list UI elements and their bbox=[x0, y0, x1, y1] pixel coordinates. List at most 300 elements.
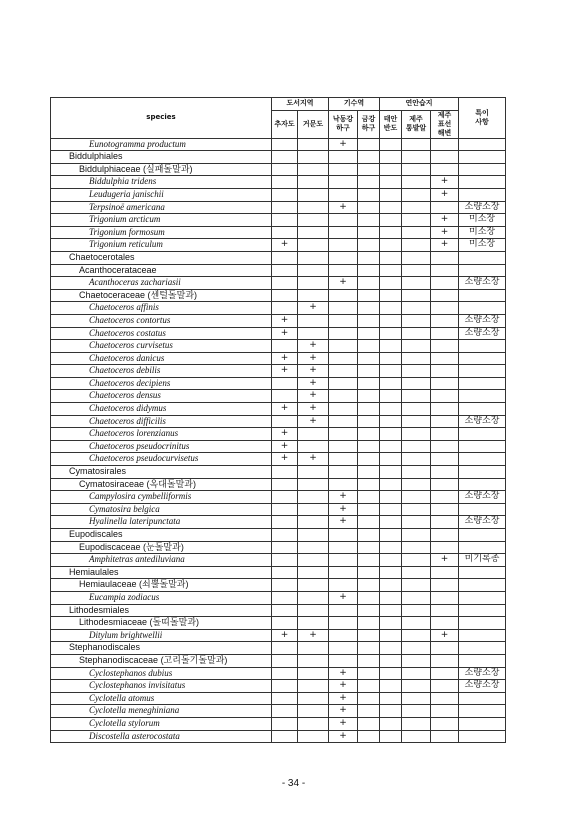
occurrence-cell bbox=[358, 302, 380, 315]
family-name: Acanthocerataceae bbox=[51, 264, 272, 277]
remarks-cell bbox=[459, 340, 506, 353]
occurrence-cell: + bbox=[431, 226, 459, 239]
occurrence-cell: + bbox=[272, 403, 298, 416]
occurrence-cell bbox=[358, 289, 380, 302]
remarks-cell bbox=[459, 692, 506, 705]
occurrence-cell: + bbox=[272, 428, 298, 441]
occurrence-cell bbox=[380, 340, 402, 353]
table-row bbox=[51, 138, 506, 151]
occurrence-cell bbox=[298, 692, 329, 705]
species-name: Acanthoceras zachariasii bbox=[51, 277, 272, 290]
table-row bbox=[51, 239, 506, 252]
occurrence-cell bbox=[272, 201, 298, 214]
occurrence-cell bbox=[329, 642, 358, 655]
column-header: 금강 하구 bbox=[358, 110, 380, 138]
occurrence-cell bbox=[380, 352, 402, 365]
occurrence-cell bbox=[272, 214, 298, 227]
table-row bbox=[51, 478, 506, 491]
occurrence-cell bbox=[402, 491, 431, 504]
occurrence-cell bbox=[358, 264, 380, 277]
occurrence-cell bbox=[272, 529, 298, 542]
order-name: Stephanodiscales bbox=[51, 642, 272, 655]
column-header: 제주 표선 해변 bbox=[431, 110, 459, 138]
occurrence-cell bbox=[380, 226, 402, 239]
occurrence-cell bbox=[431, 717, 459, 730]
occurrence-cell bbox=[402, 390, 431, 403]
occurrence-cell bbox=[431, 692, 459, 705]
occurrence-cell bbox=[329, 365, 358, 378]
species-name: Chaetoceros pseudocrinitus bbox=[51, 440, 272, 453]
occurrence-cell bbox=[298, 138, 329, 151]
occurrence-cell bbox=[380, 251, 402, 264]
remarks-cell bbox=[459, 151, 506, 164]
occurrence-cell bbox=[402, 680, 431, 693]
occurrence-cell bbox=[329, 453, 358, 466]
occurrence-cell bbox=[358, 340, 380, 353]
occurrence-cell bbox=[402, 226, 431, 239]
family-name: Chaetoceraceae (센털돌말과) bbox=[51, 289, 272, 302]
occurrence-cell bbox=[431, 314, 459, 327]
species-header: species bbox=[51, 98, 272, 139]
occurrence-cell bbox=[402, 705, 431, 718]
occurrence-cell bbox=[380, 264, 402, 277]
species-name: Trigonium arcticum bbox=[51, 214, 272, 227]
occurrence-cell bbox=[402, 151, 431, 164]
occurrence-cell bbox=[329, 428, 358, 441]
remarks-cell: 소량소장 bbox=[459, 327, 506, 340]
species-name: Eucampia zodiacus bbox=[51, 591, 272, 604]
occurrence-cell bbox=[431, 302, 459, 315]
remarks-cell bbox=[459, 591, 506, 604]
species-name: Trigonium formosum bbox=[51, 226, 272, 239]
remarks-cell bbox=[459, 428, 506, 441]
species-name: Chaetoceros debilis bbox=[51, 365, 272, 378]
occurrence-cell bbox=[380, 314, 402, 327]
occurrence-cell bbox=[358, 138, 380, 151]
occurrence-cell bbox=[329, 541, 358, 554]
table-row bbox=[51, 629, 506, 642]
table-row bbox=[51, 327, 506, 340]
occurrence-cell: + bbox=[329, 680, 358, 693]
species-name: Chaetoceros difficilis bbox=[51, 415, 272, 428]
occurrence-cell bbox=[402, 667, 431, 680]
occurrence-cell bbox=[298, 428, 329, 441]
occurrence-cell bbox=[358, 377, 380, 390]
occurrence-cell bbox=[402, 289, 431, 302]
occurrence-cell bbox=[431, 138, 459, 151]
order-name: Hemiaulales bbox=[51, 566, 272, 579]
table-row bbox=[51, 390, 506, 403]
species-name: Trigonium reticulum bbox=[51, 239, 272, 252]
occurrence-cell bbox=[358, 440, 380, 453]
occurrence-cell bbox=[402, 692, 431, 705]
occurrence-cell bbox=[272, 642, 298, 655]
occurrence-cell bbox=[272, 680, 298, 693]
remarks-cell bbox=[459, 352, 506, 365]
remarks-cell: 미소장 bbox=[459, 214, 506, 227]
occurrence-cell bbox=[272, 604, 298, 617]
occurrence-cell: + bbox=[431, 214, 459, 227]
occurrence-cell bbox=[272, 503, 298, 516]
occurrence-cell bbox=[358, 163, 380, 176]
table-row bbox=[51, 251, 506, 264]
occurrence-cell bbox=[358, 428, 380, 441]
remarks-cell: 소량소장 bbox=[459, 491, 506, 504]
occurrence-cell bbox=[431, 264, 459, 277]
table-row bbox=[51, 377, 506, 390]
occurrence-cell bbox=[402, 529, 431, 542]
table-row bbox=[51, 566, 506, 579]
occurrence-cell bbox=[402, 377, 431, 390]
occurrence-cell: + bbox=[329, 516, 358, 529]
occurrence-cell bbox=[380, 554, 402, 567]
occurrence-cell bbox=[402, 214, 431, 227]
remarks-cell bbox=[459, 466, 506, 479]
table-row bbox=[51, 642, 506, 655]
occurrence-cell bbox=[380, 453, 402, 466]
occurrence-cell bbox=[380, 440, 402, 453]
occurrence-cell bbox=[380, 151, 402, 164]
family-name: Lithodesmiaceae (돌띠돌말과) bbox=[51, 617, 272, 630]
table-row bbox=[51, 680, 506, 693]
occurrence-cell bbox=[431, 617, 459, 630]
species-name: Chaetoceros didymus bbox=[51, 403, 272, 416]
occurrence-cell bbox=[329, 478, 358, 491]
occurrence-cell bbox=[358, 214, 380, 227]
order-name: Lithodesmiales bbox=[51, 604, 272, 617]
table-row bbox=[51, 667, 506, 680]
occurrence-cell bbox=[272, 717, 298, 730]
occurrence-cell bbox=[358, 226, 380, 239]
table-row bbox=[51, 201, 506, 214]
occurrence-cell bbox=[329, 390, 358, 403]
occurrence-cell bbox=[402, 604, 431, 617]
occurrence-cell bbox=[402, 277, 431, 290]
occurrence-cell bbox=[329, 529, 358, 542]
table-body bbox=[51, 138, 506, 743]
remarks-cell bbox=[459, 365, 506, 378]
occurrence-cell bbox=[380, 529, 402, 542]
occurrence-cell bbox=[358, 466, 380, 479]
remarks-cell bbox=[459, 453, 506, 466]
occurrence-cell bbox=[272, 377, 298, 390]
occurrence-cell bbox=[358, 541, 380, 554]
occurrence-cell bbox=[380, 403, 402, 416]
occurrence-cell bbox=[431, 529, 459, 542]
occurrence-cell bbox=[380, 642, 402, 655]
occurrence-cell bbox=[380, 629, 402, 642]
occurrence-cell bbox=[402, 201, 431, 214]
occurrence-cell: + bbox=[272, 327, 298, 340]
occurrence-cell bbox=[272, 226, 298, 239]
table-row bbox=[51, 529, 506, 542]
remarks-cell: 소량소장 bbox=[459, 680, 506, 693]
table-row bbox=[51, 579, 506, 592]
occurrence-cell bbox=[298, 591, 329, 604]
occurrence-cell bbox=[358, 654, 380, 667]
remarks-cell bbox=[459, 629, 506, 642]
table-row bbox=[51, 365, 506, 378]
species-table bbox=[50, 97, 506, 743]
occurrence-cell bbox=[431, 163, 459, 176]
occurrence-cell bbox=[298, 251, 329, 264]
occurrence-cell bbox=[272, 617, 298, 630]
remarks-cell bbox=[459, 390, 506, 403]
occurrence-cell bbox=[298, 327, 329, 340]
occurrence-cell bbox=[402, 440, 431, 453]
species-name: Terpsinoë americana bbox=[51, 201, 272, 214]
occurrence-cell bbox=[431, 516, 459, 529]
table-row bbox=[51, 541, 506, 554]
occurrence-cell bbox=[402, 591, 431, 604]
species-name: Discostella asterocostata bbox=[51, 730, 272, 743]
table-row bbox=[51, 617, 506, 630]
occurrence-cell bbox=[298, 667, 329, 680]
occurrence-cell bbox=[380, 516, 402, 529]
occurrence-cell: + bbox=[431, 176, 459, 189]
family-name: Cymatosiraceae (옥대돌말과) bbox=[51, 478, 272, 491]
occurrence-cell bbox=[431, 478, 459, 491]
occurrence-cell bbox=[298, 541, 329, 554]
species-name: Cymatosira belgica bbox=[51, 503, 272, 516]
occurrence-cell bbox=[272, 554, 298, 567]
remarks-cell: 소량소장 bbox=[459, 516, 506, 529]
occurrence-cell bbox=[380, 617, 402, 630]
occurrence-cell bbox=[329, 566, 358, 579]
occurrence-cell bbox=[402, 541, 431, 554]
occurrence-cell: + bbox=[272, 314, 298, 327]
occurrence-cell bbox=[298, 466, 329, 479]
occurrence-cell bbox=[329, 403, 358, 416]
occurrence-cell bbox=[298, 314, 329, 327]
occurrence-cell bbox=[272, 188, 298, 201]
occurrence-cell bbox=[272, 591, 298, 604]
occurrence-cell bbox=[329, 554, 358, 567]
occurrence-cell bbox=[431, 428, 459, 441]
table-row bbox=[51, 264, 506, 277]
occurrence-cell: + bbox=[329, 591, 358, 604]
occurrence-cell bbox=[380, 541, 402, 554]
column-header: 낙동강 하구 bbox=[329, 110, 358, 138]
occurrence-cell bbox=[402, 730, 431, 743]
occurrence-cell bbox=[402, 629, 431, 642]
occurrence-cell bbox=[431, 667, 459, 680]
occurrence-cell bbox=[358, 365, 380, 378]
occurrence-cell: + bbox=[298, 415, 329, 428]
occurrence-cell bbox=[272, 692, 298, 705]
occurrence-cell bbox=[329, 440, 358, 453]
occurrence-cell bbox=[298, 289, 329, 302]
occurrence-cell bbox=[298, 717, 329, 730]
occurrence-cell bbox=[380, 277, 402, 290]
table-row bbox=[51, 453, 506, 466]
table-row bbox=[51, 466, 506, 479]
occurrence-cell bbox=[358, 667, 380, 680]
species-name: Cyclotella atomus bbox=[51, 692, 272, 705]
table-row bbox=[51, 705, 506, 718]
occurrence-cell bbox=[358, 579, 380, 592]
occurrence-cell bbox=[329, 151, 358, 164]
occurrence-cell bbox=[298, 491, 329, 504]
occurrence-cell bbox=[380, 176, 402, 189]
table-row bbox=[51, 163, 506, 176]
occurrence-cell bbox=[380, 667, 402, 680]
table-row bbox=[51, 503, 506, 516]
table-row bbox=[51, 151, 506, 164]
family-name: Eupodiscaceae (눈돌말과) bbox=[51, 541, 272, 554]
occurrence-cell bbox=[402, 654, 431, 667]
remarks-header-label: 특이 사항 bbox=[475, 108, 489, 126]
occurrence-cell bbox=[402, 138, 431, 151]
family-name: Stephanodiscaceae (고리돌기돌말과) bbox=[51, 654, 272, 667]
occurrence-cell bbox=[272, 340, 298, 353]
column-header: 태안 반도 bbox=[380, 110, 402, 138]
occurrence-cell bbox=[402, 428, 431, 441]
occurrence-cell: + bbox=[298, 340, 329, 353]
occurrence-cell bbox=[402, 642, 431, 655]
occurrence-cell: + bbox=[329, 201, 358, 214]
table-row bbox=[51, 277, 506, 290]
occurrence-cell bbox=[272, 138, 298, 151]
table-row bbox=[51, 415, 506, 428]
occurrence-cell bbox=[329, 579, 358, 592]
remarks-cell bbox=[459, 541, 506, 554]
table-row bbox=[51, 554, 506, 567]
remarks-cell bbox=[459, 705, 506, 718]
order-name: Cymatosirales bbox=[51, 466, 272, 479]
occurrence-cell bbox=[380, 654, 402, 667]
occurrence-cell bbox=[358, 239, 380, 252]
occurrence-cell bbox=[431, 377, 459, 390]
occurrence-cell: + bbox=[272, 629, 298, 642]
occurrence-cell bbox=[431, 289, 459, 302]
remarks-cell: 소량소장 bbox=[459, 277, 506, 290]
occurrence-cell bbox=[431, 566, 459, 579]
species-name: Chaetoceros densus bbox=[51, 390, 272, 403]
remarks-cell bbox=[459, 579, 506, 592]
occurrence-cell bbox=[298, 730, 329, 743]
occurrence-cell bbox=[402, 365, 431, 378]
occurrence-cell bbox=[358, 201, 380, 214]
occurrence-cell bbox=[272, 176, 298, 189]
occurrence-cell bbox=[402, 327, 431, 340]
remarks-cell: 미소장 bbox=[459, 226, 506, 239]
occurrence-cell bbox=[329, 327, 358, 340]
occurrence-cell bbox=[298, 163, 329, 176]
remarks-cell bbox=[459, 251, 506, 264]
occurrence-cell bbox=[431, 251, 459, 264]
remarks-cell bbox=[459, 654, 506, 667]
table-row bbox=[51, 491, 506, 504]
occurrence-cell bbox=[358, 277, 380, 290]
occurrence-cell bbox=[272, 579, 298, 592]
column-header: 추자도 bbox=[272, 110, 298, 138]
table-row bbox=[51, 302, 506, 315]
occurrence-cell bbox=[402, 415, 431, 428]
table-row bbox=[51, 188, 506, 201]
occurrence-cell bbox=[358, 352, 380, 365]
occurrence-cell bbox=[358, 692, 380, 705]
occurrence-cell: + bbox=[329, 667, 358, 680]
occurrence-cell bbox=[402, 314, 431, 327]
occurrence-cell bbox=[358, 516, 380, 529]
occurrence-cell bbox=[272, 705, 298, 718]
occurrence-cell bbox=[358, 491, 380, 504]
occurrence-cell bbox=[402, 340, 431, 353]
occurrence-cell bbox=[358, 642, 380, 655]
occurrence-cell bbox=[380, 214, 402, 227]
species-name: Chaetoceros curvisetus bbox=[51, 340, 272, 353]
order-name: Chaetocerotales bbox=[51, 251, 272, 264]
occurrence-cell bbox=[272, 654, 298, 667]
occurrence-cell bbox=[402, 566, 431, 579]
occurrence-cell bbox=[431, 352, 459, 365]
occurrence-cell bbox=[298, 478, 329, 491]
remarks-cell bbox=[459, 478, 506, 491]
occurrence-cell bbox=[358, 176, 380, 189]
occurrence-cell bbox=[272, 730, 298, 743]
occurrence-cell bbox=[358, 717, 380, 730]
occurrence-cell bbox=[329, 176, 358, 189]
occurrence-cell bbox=[272, 566, 298, 579]
remarks-cell bbox=[459, 503, 506, 516]
occurrence-cell: + bbox=[329, 692, 358, 705]
occurrence-cell bbox=[272, 264, 298, 277]
occurrence-cell bbox=[431, 604, 459, 617]
occurrence-cell bbox=[431, 453, 459, 466]
occurrence-cell: + bbox=[329, 717, 358, 730]
remarks-cell: 소량소장 bbox=[459, 314, 506, 327]
occurrence-cell bbox=[402, 617, 431, 630]
occurrence-cell bbox=[380, 591, 402, 604]
occurrence-cell bbox=[358, 503, 380, 516]
occurrence-cell bbox=[298, 617, 329, 630]
occurrence-cell bbox=[298, 239, 329, 252]
remarks-cell bbox=[459, 717, 506, 730]
occurrence-cell: + bbox=[329, 138, 358, 151]
occurrence-cell bbox=[358, 617, 380, 630]
group-header-islands: 도서지역 bbox=[272, 98, 329, 111]
occurrence-cell bbox=[380, 188, 402, 201]
occurrence-cell bbox=[380, 491, 402, 504]
occurrence-cell bbox=[402, 503, 431, 516]
occurrence-cell bbox=[298, 214, 329, 227]
occurrence-cell bbox=[380, 327, 402, 340]
occurrence-cell bbox=[358, 151, 380, 164]
remarks-cell: 미소장 bbox=[459, 239, 506, 252]
occurrence-cell bbox=[380, 717, 402, 730]
occurrence-cell bbox=[329, 654, 358, 667]
occurrence-cell bbox=[380, 201, 402, 214]
species-name: Chaetoceros decipiens bbox=[51, 377, 272, 390]
occurrence-cell bbox=[298, 226, 329, 239]
page-number: - 34 - bbox=[281, 778, 306, 789]
table-row bbox=[51, 352, 506, 365]
occurrence-cell bbox=[298, 503, 329, 516]
occurrence-cell bbox=[431, 503, 459, 516]
occurrence-cell: + bbox=[298, 302, 329, 315]
remarks-cell: 미기록종 bbox=[459, 554, 506, 567]
occurrence-cell bbox=[380, 566, 402, 579]
column-header: 제주 통밭알 bbox=[402, 110, 431, 138]
table-row bbox=[51, 289, 506, 302]
remarks-cell bbox=[459, 529, 506, 542]
occurrence-cell bbox=[402, 579, 431, 592]
occurrence-cell bbox=[298, 176, 329, 189]
occurrence-cell: + bbox=[329, 503, 358, 516]
species-name: Chaetoceros affinis bbox=[51, 302, 272, 315]
occurrence-cell bbox=[402, 717, 431, 730]
